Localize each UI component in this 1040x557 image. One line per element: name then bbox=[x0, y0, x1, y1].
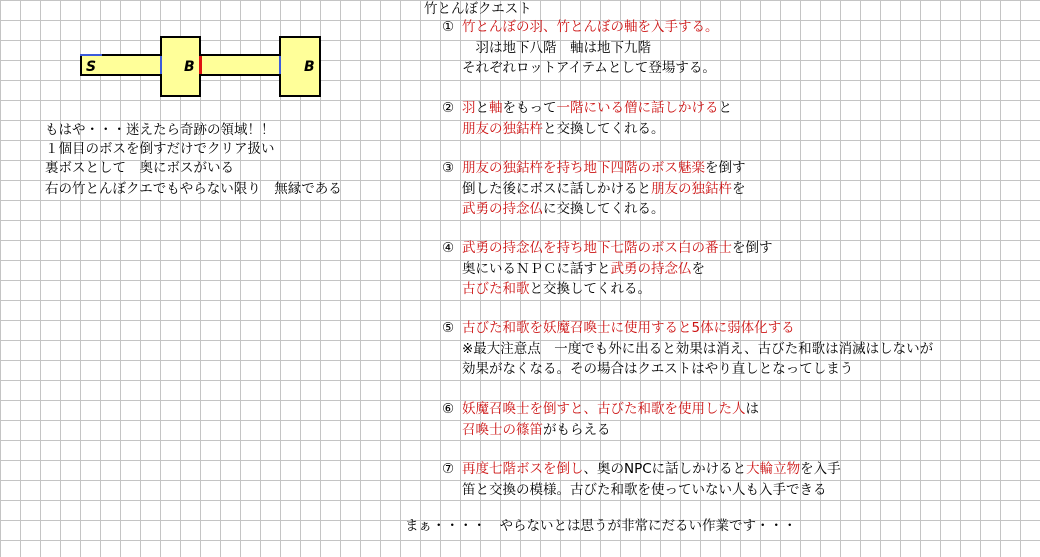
step-number: ⑦ bbox=[442, 461, 455, 477]
step-line bbox=[462, 421, 611, 439]
highlight-text: 妖魔召喚士を倒すと、古びた和歌を使用した人 bbox=[462, 401, 746, 417]
step-line bbox=[462, 18, 719, 36]
quest-footer: まぁ・・・・ やらないとは思うが非常にだるい作業です・・・ bbox=[405, 518, 797, 534]
door-blue-boss1 bbox=[160, 56, 162, 74]
highlight-text: 羽 bbox=[462, 100, 476, 116]
door-blue-boss2 bbox=[279, 56, 281, 74]
step-line bbox=[462, 159, 746, 177]
boss-label-2: B bbox=[304, 59, 315, 75]
body-text: を倒す bbox=[732, 240, 773, 256]
body-text: と交換してくれる。 bbox=[529, 281, 651, 297]
step-number: ① bbox=[442, 19, 455, 35]
highlight-text: 朋友の独鈷杵を持ち地下四階のボス魅楽 bbox=[462, 160, 705, 176]
step-line bbox=[462, 400, 759, 418]
step-number: ⑤ bbox=[442, 320, 455, 336]
step-line bbox=[462, 360, 853, 378]
body-text: それぞれロットアイテムとして登場する。 bbox=[462, 60, 716, 76]
body-text: を bbox=[732, 180, 746, 197]
body-text: を倒す bbox=[705, 160, 746, 176]
body-text: 、奥のNPCに話しかけると bbox=[583, 461, 747, 477]
step-number: ② bbox=[442, 100, 455, 116]
left-note-4: 右の竹とんぼクエでもやらない限り 無縁である bbox=[45, 181, 342, 197]
step-line bbox=[462, 59, 716, 77]
body-text: と交換してくれる。 bbox=[543, 120, 665, 137]
body-text: 倒した後にボスに話しかけると bbox=[462, 180, 651, 197]
boss-room-1 bbox=[160, 36, 201, 97]
body-text: と bbox=[475, 100, 489, 116]
step-line bbox=[462, 239, 773, 257]
door-blue-start bbox=[80, 54, 102, 56]
body-text: を入手 bbox=[800, 461, 841, 477]
step-line bbox=[462, 280, 651, 298]
step-line bbox=[462, 200, 665, 218]
step-line bbox=[462, 99, 732, 117]
highlight-text: 武勇の持念仏 bbox=[610, 260, 692, 277]
step-line bbox=[462, 180, 746, 198]
body-text: は bbox=[745, 401, 759, 417]
highlight-text: 一階にいる僧に話しかける bbox=[556, 100, 719, 116]
step-line bbox=[462, 460, 841, 478]
step-line bbox=[462, 120, 665, 138]
boss-label-1: B bbox=[184, 59, 195, 75]
body-text: を bbox=[691, 260, 705, 277]
highlight-text: 竹とんぼの羽、竹とんぼの軸を入手する。 bbox=[462, 19, 719, 35]
highlight-text: 朋友の独鈷杵 bbox=[651, 180, 732, 197]
body-text: 羽は地下八階 軸は地下九階 bbox=[462, 39, 651, 56]
step-number: ④ bbox=[442, 240, 455, 256]
door-red-boss1 bbox=[199, 56, 202, 74]
highlight-text: 大輪立物 bbox=[746, 461, 801, 477]
dungeon-map bbox=[78, 36, 323, 98]
body-text: に交換してくれる。 bbox=[543, 201, 665, 217]
left-note-2: １個目のボスを倒すだけでクリア扱い bbox=[45, 141, 275, 157]
corridor-1 bbox=[100, 54, 162, 76]
highlight-text: 古びた和歌を妖魔召喚士に使用すると5体に弱体化する bbox=[462, 320, 795, 336]
step-line bbox=[462, 340, 933, 358]
step-number: ⑥ bbox=[442, 401, 455, 417]
start-label: S bbox=[86, 59, 97, 75]
step-number: ③ bbox=[442, 160, 455, 176]
highlight-text: 古びた和歌 bbox=[462, 281, 530, 297]
highlight-text: 武勇の持念仏 bbox=[462, 201, 543, 217]
body-text: と bbox=[718, 100, 732, 116]
highlight-text: 軸 bbox=[489, 100, 503, 116]
corridor-2 bbox=[199, 54, 281, 76]
boss-room-2 bbox=[279, 36, 321, 97]
step-line bbox=[462, 319, 795, 337]
highlight-text: 再度七階ボスを倒し bbox=[462, 461, 584, 477]
body-text: 効果がなくなる。その場合はクエストはやり直しとなってしまう bbox=[462, 361, 854, 377]
body-text: をもって bbox=[502, 100, 557, 116]
step-line bbox=[462, 260, 705, 278]
left-note-3: 裏ボスとして 奥にボスがいる bbox=[45, 160, 234, 176]
highlight-text: 召喚士の篠笛 bbox=[462, 421, 543, 438]
body-text: 笛と交換の模様。古びた和歌を使っていない人も入手できる bbox=[462, 481, 827, 498]
step-line bbox=[462, 39, 651, 57]
highlight-text: 武勇の持念仏を持ち地下七階のボス白の番士 bbox=[462, 240, 732, 256]
quest-title: 竹とんぼクエスト bbox=[424, 1, 532, 17]
highlight-text: 朋友の独鈷杵 bbox=[462, 120, 543, 137]
left-note-1: もはや・・・迷えたら奇跡の領域！！ bbox=[45, 122, 275, 138]
step-line bbox=[462, 481, 827, 499]
body-text: ※最大注意点 一度でも外に出ると効果は消え、古びた和歌は消滅はしないが bbox=[462, 340, 934, 357]
body-text: 奥にいるＮＰＣに話すと bbox=[462, 260, 611, 277]
body-text: がもらえる bbox=[543, 421, 611, 438]
